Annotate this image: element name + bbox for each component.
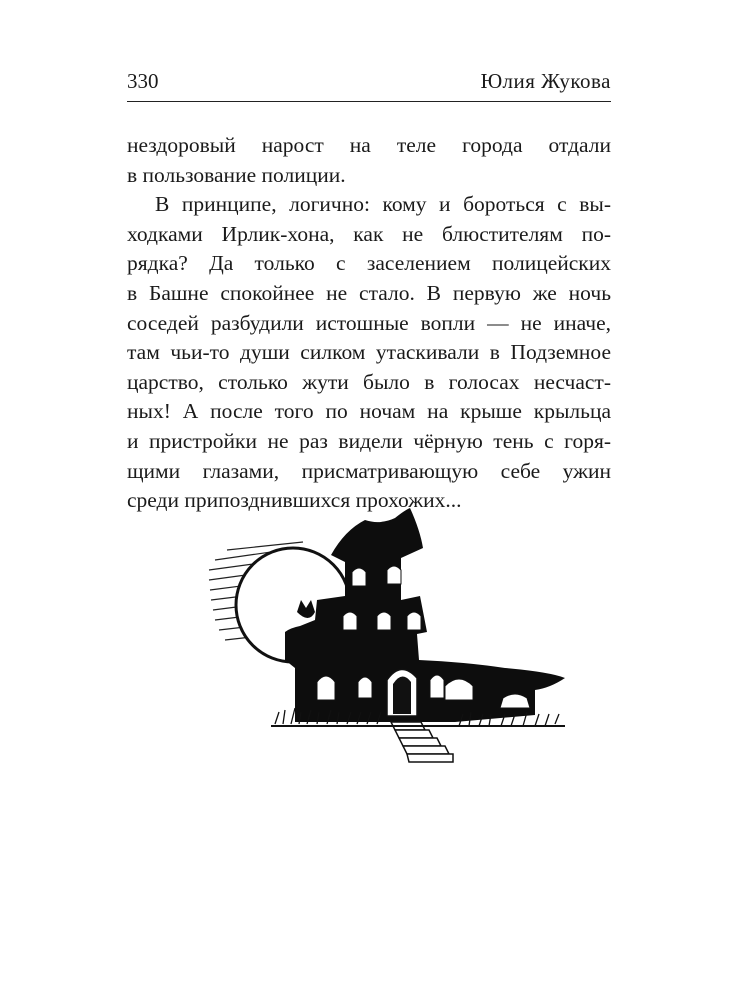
text-line: ходками Ирлик-хона, как не блюстителям по-: [127, 221, 611, 246]
text-line: нездоровый нарост на теле города отдали: [127, 133, 611, 157]
text-line: там чьи-то души силком утаскивали в Подземное: [127, 340, 611, 365]
front-stairs: [391, 722, 453, 762]
text-line: в пользование полиции.: [127, 162, 346, 187]
running-head: [127, 66, 611, 100]
text-line: и пристройки не раз видели чёрную тень с горя-: [127, 428, 611, 453]
page-number: 330: [127, 69, 159, 93]
header-rule: [127, 101, 611, 102]
text-line: ных! А после того по ночам на крыше крыльца: [127, 399, 611, 424]
text-line: В принципе, логично: кому и бороться с вы-: [155, 192, 611, 217]
text-line: царство, столько жути было в голосах несчаст-: [127, 369, 611, 394]
text-line: в Башне спокойнее не стало. В первую же ночь: [127, 280, 611, 305]
author-name: Юлия Жукова: [480, 69, 611, 93]
text-line: щими глазами, присматривающую себе ужин: [127, 458, 611, 483]
text-line: соседей разбудили истошные вопли — не иначе,: [127, 310, 611, 335]
text-line: рядка? Да только с заселением полицейских: [127, 251, 611, 276]
text-line: среди припозднившихся прохожих...: [127, 488, 462, 513]
haunted-tower-illustration: [205, 500, 575, 770]
body-text: [127, 131, 611, 516]
